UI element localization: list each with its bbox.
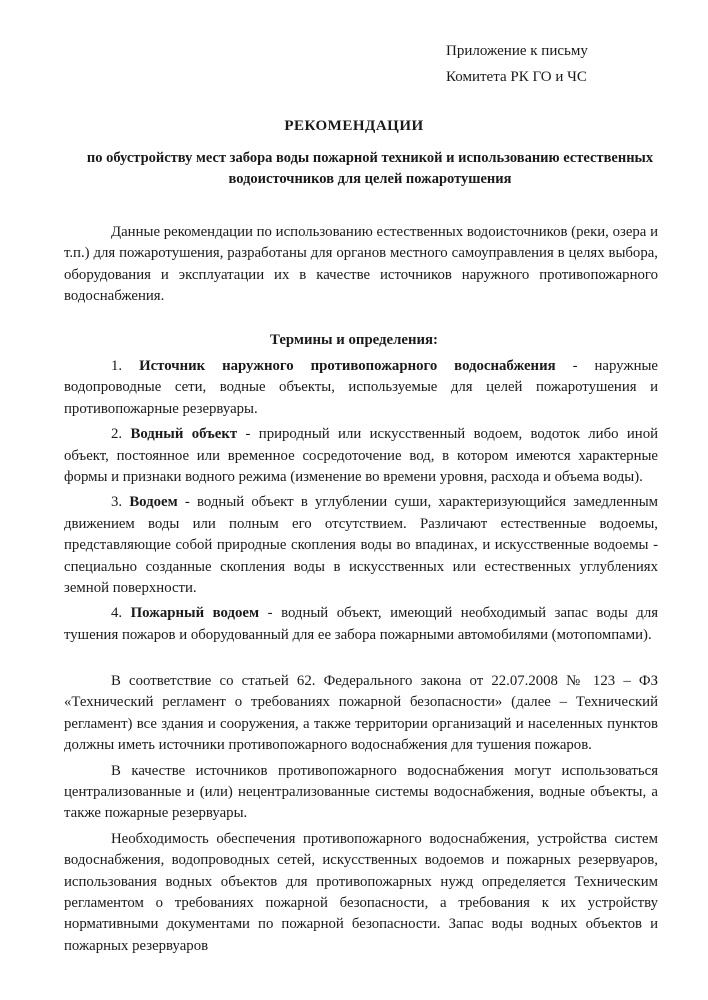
term-separator: -: [177, 494, 198, 511]
attachment-note: [446, 38, 588, 90]
term-separator: -: [237, 426, 259, 443]
attachment-line-1: Приложение к письму: [446, 43, 588, 59]
term-definition: водный объект в углублении суши, характеризующийся замедленным движением воды или полным его отсутствием. Различают естественные водоемы, представляющие собой природные скопления воды во впадинах, и искусственные водоемы - специально созданные скопления воды в искусственных или естественных углублениях земной поверхности.: [64, 494, 658, 597]
term-item: [64, 492, 658, 599]
term-item: [64, 603, 658, 646]
term-number: 2.: [111, 426, 123, 443]
document-subtitle: по обустройству мест забора воды пожарной техникой и использованию естественных водоисточников для целей пожаротушения: [86, 150, 654, 187]
intro-paragraph: Данные рекомендации по использованию естественных водоисточников (реки, озера и т.п.) для пожаротушения, разработаны для органов местного самоуправления в целях выбора, оборудования и эксплуатации их в качестве источников наружного противопожарного водоснабжения.: [64, 224, 658, 305]
term-number: 1.: [111, 358, 123, 374]
term-name: Источник наружного противопожарного водоснабжения: [139, 358, 556, 374]
terms-list: [64, 356, 658, 650]
term-separator: -: [555, 358, 595, 374]
term-number: 4.: [111, 605, 123, 622]
term-name: Водный объект: [130, 426, 238, 443]
intro-section: [64, 222, 658, 308]
term-name: Водоем: [129, 494, 178, 511]
term-separator: -: [259, 605, 282, 622]
law-paragraph: Необходимость обеспечения противопожарного водоснабжения, устройства систем водоснабжения, водопроводных сетей, искусственных водоемов и пожарных резервуаров, использования водных объектов для противопожарных нужд определяется Техническим регламентом о требованиях пожарной безопасности, а требования к их устройству нормативными документами по пожарной безопасности. Запас воды водных объектов и пожарных резервуаров: [64, 830, 658, 954]
term-definition: наружные водопроводные сети, водные объекты, используемые для целей пожаротушения и противопожарные резервуары.: [64, 358, 658, 417]
term-item: [64, 356, 658, 420]
term-definition: водный объект, имеющий необходимый запас воды для тушения пожаров и оборудованный для ее забора пожарными автомобилями (мотопомпами).: [64, 605, 659, 643]
document-title: РЕКОМЕНДАЦИИ: [284, 118, 424, 134]
terms-heading: Термины и определения:: [270, 332, 438, 348]
term-item: [64, 424, 658, 488]
law-paragraph: В соответствие со статьей 62. Федерального закона от 22.07.2008 № 123 – ФЗ «Технический регламент о требованиях пожарной безопасности» (далее – Технический регламент) все здания и сооружения, а также территории организаций и населенных пунктов должны иметь источники противопожарного водоснабжения для тушения пожаров.: [64, 673, 658, 754]
term-number: 3.: [111, 494, 123, 511]
law-section: [64, 671, 658, 961]
term-name: Пожарный водоем: [130, 605, 260, 622]
law-paragraph: В качестве источников противопожарного водоснабжения могут использоваться централизованные и (или) нецентрализованные системы водоснабжения, водные объекты, а также пожарные резервуары.: [64, 762, 658, 822]
term-definition: природный или искусственный водоем, водоток либо иной объект, постоянное или временное сосредоточение вод, в котором имеются характерные формы и признаки водного режима (изменение во времени уровня, расхода и объема воды).: [64, 426, 659, 486]
attachment-line-2: Комитета РК ГО и ЧС: [446, 69, 587, 85]
